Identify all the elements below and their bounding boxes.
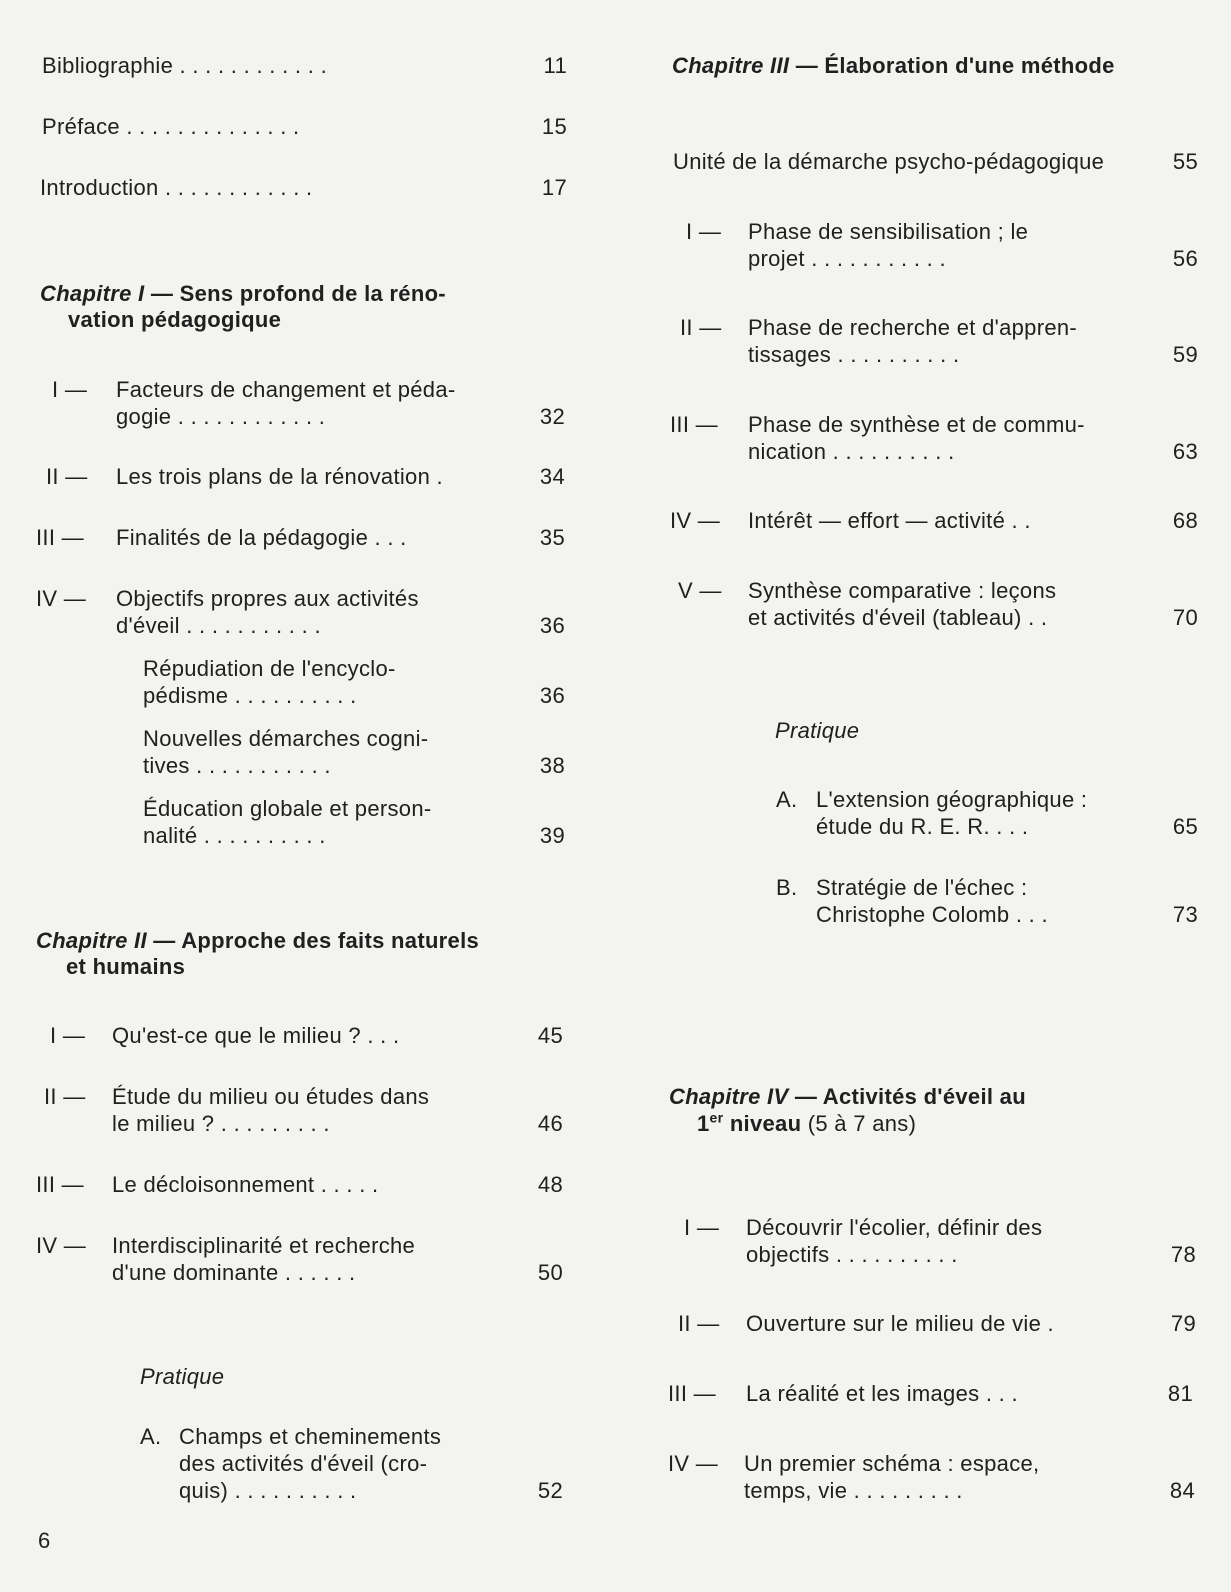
toc-practice-ch3-b[interactable]: B. Stratégie de l'échec : Christophe Colomb . . . 73: [776, 875, 1198, 927]
chapter-1-heading-line2: vation pédagogique: [68, 307, 282, 332]
toc-subentry-education-globale[interactable]: Éducation globale et person- nalité . . . . . . . . . . 39: [143, 796, 565, 848]
chapter-1-heading: Chapitre I — Sens profond de la réno-: [40, 281, 446, 306]
toc-entry-ch3-iv[interactable]: IV — Intérêt — effort — activité . . 68: [670, 508, 1198, 533]
toc-entry-preface[interactable]: Préface . . . . . . . . . . . . . . 15: [42, 114, 567, 139]
toc-practice-ch2-a[interactable]: A. Champs et cheminements des activités d'éveil (cro- quis) . . . . . . . . . . 52: [140, 1424, 563, 1503]
toc-entry-ch2-iv[interactable]: IV — Interdisciplinarité et recherche d'une dominante . . . . . . 50: [36, 1233, 563, 1285]
toc-practice-ch3-a[interactable]: A. L'extension géographique : étude du R. E. R. . . . 65: [776, 787, 1198, 839]
toc-subentry-nouvelles-demarches[interactable]: Nouvelles démarches cogni- tives . . . . . . . . . . . 38: [143, 726, 565, 778]
toc-entry-ch4-i[interactable]: I — Découvrir l'écolier, définir des objectifs . . . . . . . . . . 78: [684, 1215, 1196, 1267]
toc-entry-introduction[interactable]: Introduction . . . . . . . . . . . . 17: [40, 175, 567, 200]
toc-entry-ch3-ii[interactable]: II — Phase de recherche et d'appren- tissages . . . . . . . . . . 59: [680, 315, 1198, 367]
page-number: 6: [38, 1528, 51, 1553]
toc-entry-ch4-iv[interactable]: IV — Un premier schéma : espace, temps, vie . . . . . . . . . 84: [668, 1451, 1195, 1503]
pratique-label-ch2: Pratique: [140, 1364, 225, 1389]
toc-entry-ch3-iii[interactable]: III — Phase de synthèse et de commu- nication . . . . . . . . . . 63: [670, 412, 1198, 464]
toc-entry-ch1-iii[interactable]: III — Finalités de la pédagogie . . . 35: [36, 525, 565, 550]
toc-entry-ch2-iii[interactable]: III — Le décloisonnement . . . . . 48: [36, 1172, 563, 1197]
toc-entry-bibliographie[interactable]: Bibliographie . . . . . . . . . . . . 11: [42, 53, 567, 78]
toc-entry-ch4-ii[interactable]: II — Ouverture sur le milieu de vie . 79: [678, 1311, 1196, 1336]
chapter-2-heading: Chapitre II — Approche des faits naturels: [36, 928, 480, 953]
chapter-4-heading-line2: 1er niveau (5 à 7 ans): [697, 1109, 917, 1136]
toc-subentry-repudiation[interactable]: Répudiation de l'encyclo- pédisme . . . . . . . . . . 36: [143, 656, 565, 708]
toc-entry-ch2-i[interactable]: I — Qu'est-ce que le milieu ? . . . 45: [50, 1023, 563, 1048]
pratique-label-ch3: Pratique: [775, 718, 860, 743]
toc-entry-ch2-ii[interactable]: II — Étude du milieu ou études dans le milieu ? . . . . . . . . . 46: [44, 1084, 563, 1136]
toc-entry-ch3-v[interactable]: V — Synthèse comparative : leçons et activités d'éveil (tableau) . . 70: [678, 578, 1198, 630]
toc-entry-ch1-ii[interactable]: II — Les trois plans de la rénovation . 34: [46, 464, 565, 489]
toc-entry-ch3-i[interactable]: I — Phase de sensibilisation ; le projet . . . . . . . . . . . 56: [686, 219, 1198, 271]
toc-entry-ch3-intro[interactable]: Unité de la démarche psycho-pédagogique 55: [673, 149, 1198, 174]
toc-entry-ch1-iv[interactable]: IV — Objectifs propres aux activités d'éveil . . . . . . . . . . . 36: [36, 586, 565, 638]
chapter-2-heading-line2: et humains: [66, 954, 186, 979]
chapter-4-heading: Chapitre IV — Activités d'éveil au: [669, 1084, 1026, 1109]
toc-entry-ch4-iii[interactable]: III — La réalité et les images . . . 81: [668, 1381, 1193, 1406]
chapter-3-heading: Chapitre III — Élaboration d'une méthode: [672, 53, 1115, 78]
toc-entry-ch1-i[interactable]: I — Facteurs de changement et péda- gogie . . . . . . . . . . . . 32: [52, 377, 565, 429]
